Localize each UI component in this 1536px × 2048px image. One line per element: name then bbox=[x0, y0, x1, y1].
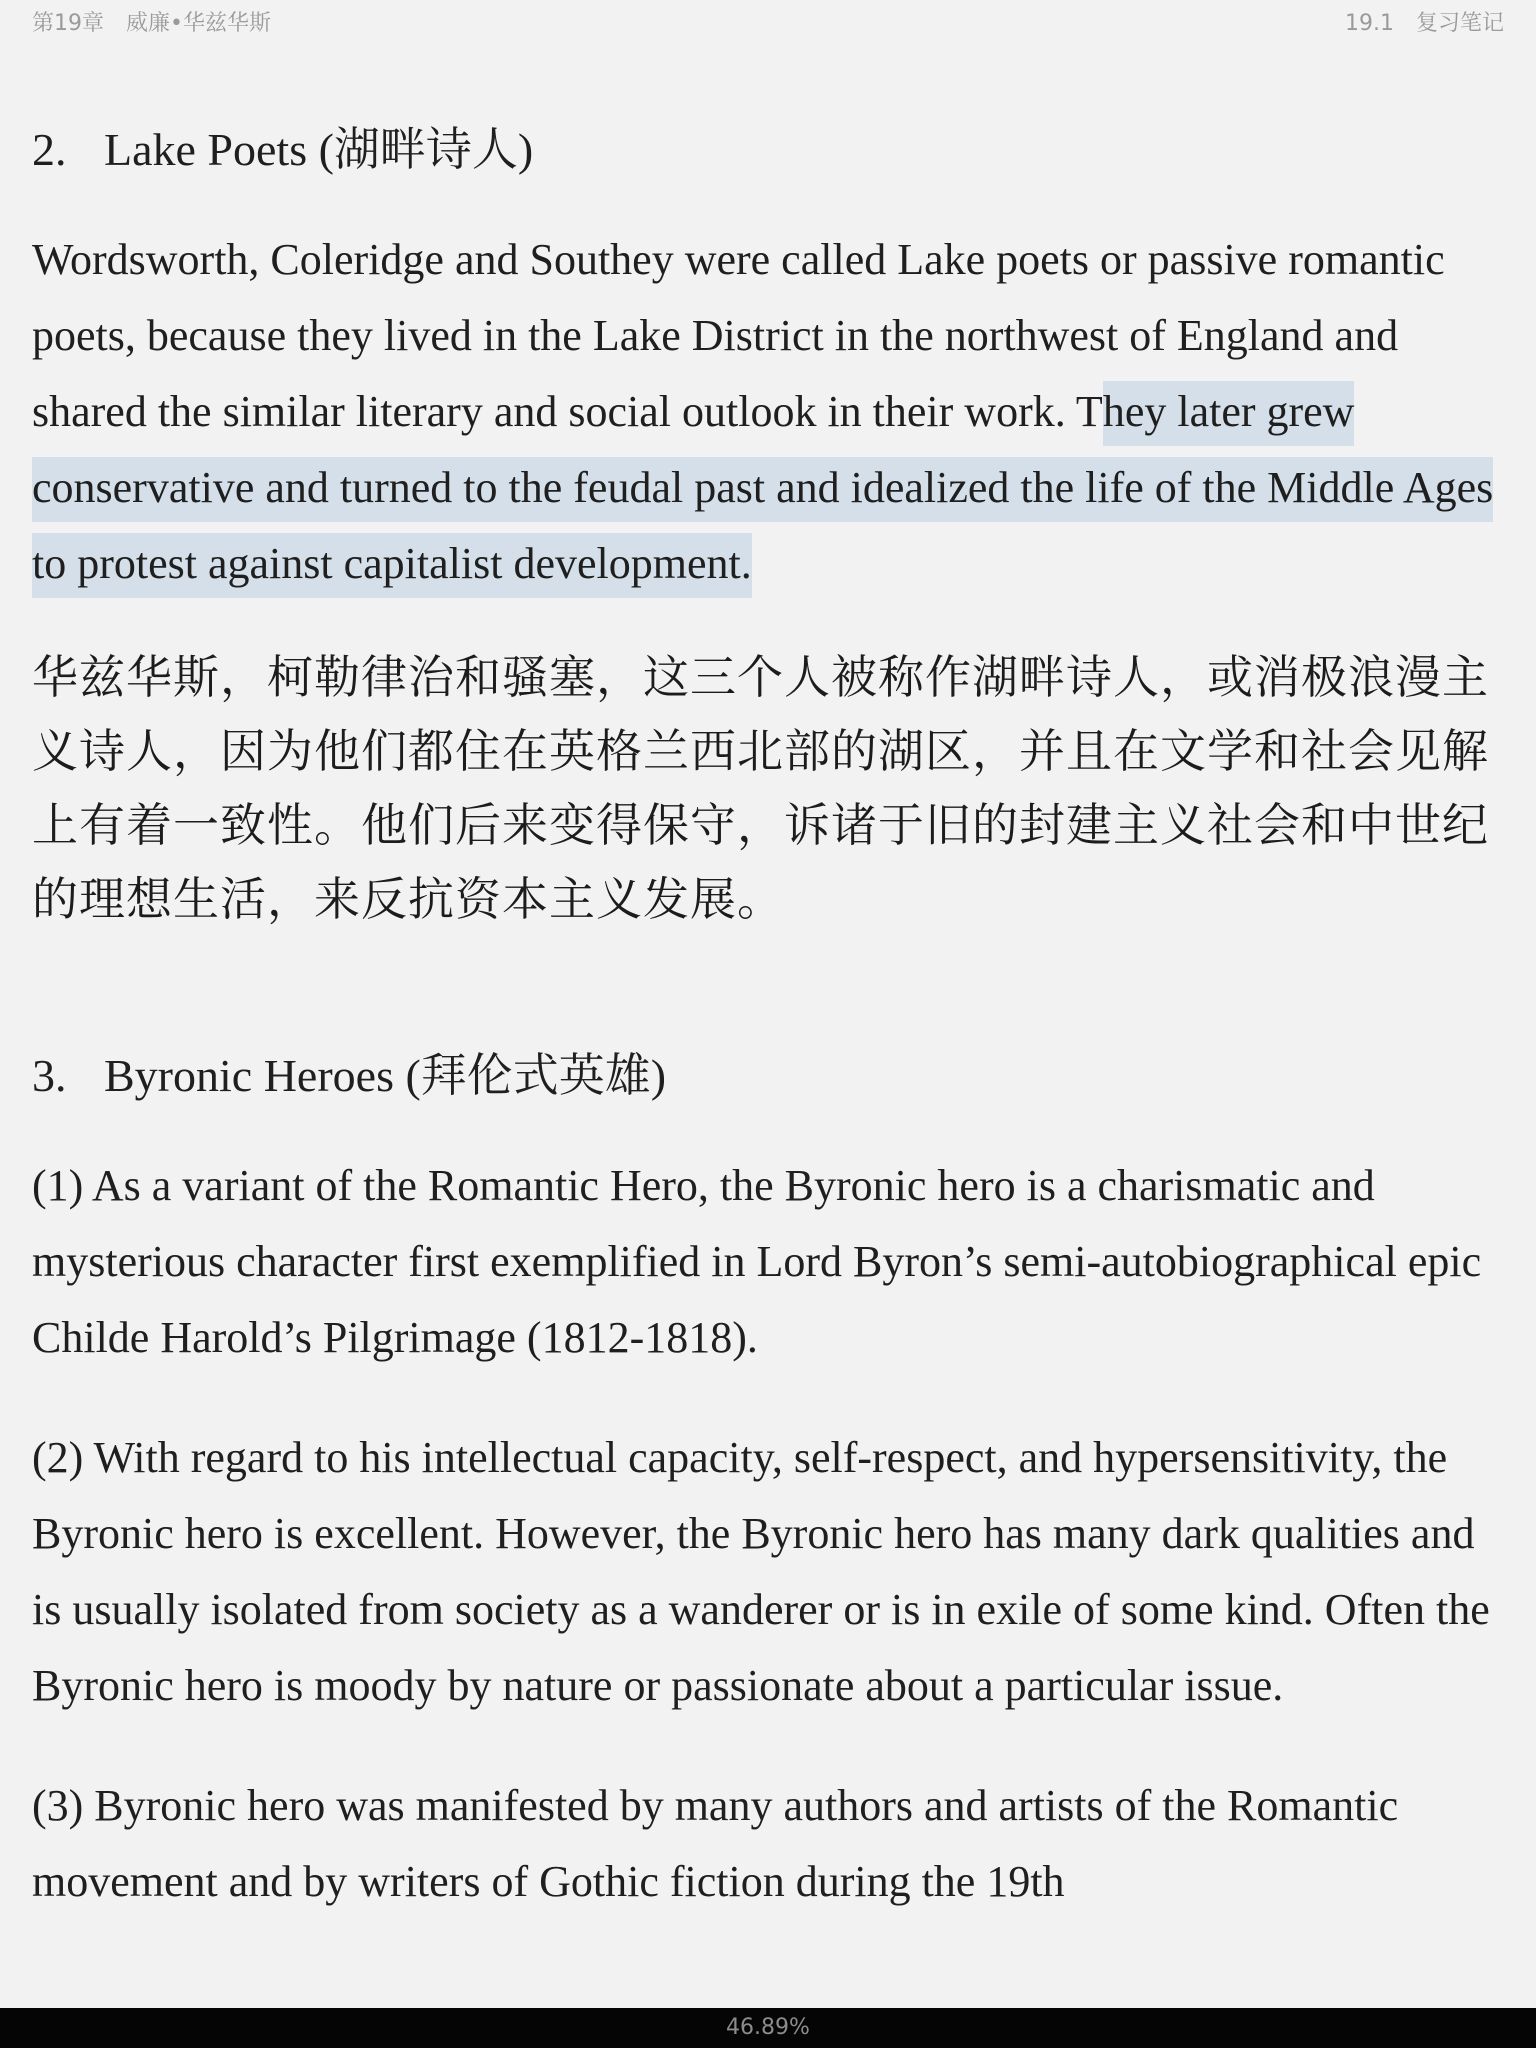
section-number: 19.1 bbox=[1345, 11, 1394, 36]
section-heading-lake-poets bbox=[32, 122, 1504, 178]
section-title: 复习笔记 bbox=[1415, 11, 1504, 36]
section-spacer bbox=[32, 936, 1504, 1026]
chapter-info bbox=[32, 6, 271, 37]
reader-header bbox=[0, 0, 1536, 42]
lake-poets-chinese-paragraph[interactable]: 华兹华斯，柯勒律治和骚塞，这三个人被称作湖畔诗人，或消极浪漫主义诗人，因为他们都住在英格兰西北部的湖区，并且在文学和社会见解上有着一致性。他们后来变得保守，诉诸于旧的封建主义社会和中世纪的理想生活，来反抗资本主义发展。 bbox=[32, 650, 1489, 926]
progress-percentage: 46.89% bbox=[726, 2015, 810, 2040]
section-heading-title: Byronic Heroes (拜伦式英雄) bbox=[104, 1050, 667, 1101]
chapter-number: 第19章 bbox=[32, 11, 104, 36]
byronic-paragraph-1[interactable]: (1) As a variant of the Romantic Hero, the Byronic hero is a charismatic and mysterious character first exemplified in Lord Byron’s semi-autobiographical epic Childe Harold’s Pilgrimage (1812-1818). bbox=[32, 1161, 1482, 1362]
byronic-paragraph-2[interactable]: (2) With regard to his intellectual capacity, self-respect, and hypersensitivity, the Byronic hero is excellent. However, the Byronic hero has many dark qualities and is usually isolated from society as a wanderer or is in exile of some kind. Often the Byronic hero is moody by nature or passionate about a particular issue. bbox=[32, 1433, 1490, 1710]
byronic-paragraph-3[interactable]: (3) Byronic hero was manifested by many authors and artists of the Romantic movement and by writers of Gothic fiction during the 19th bbox=[32, 1781, 1399, 1906]
chapter-title: 威廉•华兹华斯 bbox=[126, 11, 271, 36]
section-info bbox=[1345, 6, 1504, 37]
reading-content[interactable] bbox=[32, 100, 1504, 1920]
paragraph-text: Wordsworth, Coleridge and Southey were called Lake poets or passive romantic poets, because they lived in the Lake District in the northwest of England and shared the similar literary and social outlook in their work. T bbox=[32, 235, 1445, 436]
section-heading-byronic-heroes bbox=[32, 1048, 1504, 1104]
section-heading-number: 2. bbox=[32, 124, 67, 175]
reading-progress-bar bbox=[0, 2008, 1536, 2048]
lake-poets-english-paragraph[interactable] bbox=[32, 222, 1504, 602]
section-heading-title: Lake Poets (湖畔诗人) bbox=[104, 124, 534, 175]
section-heading-number: 3. bbox=[32, 1050, 67, 1101]
highlighted-text-selection[interactable]: hey later grew conservative and turned to the feudal past and idealized the life of the Middle Ages to protest against capitalist development. bbox=[32, 381, 1493, 598]
